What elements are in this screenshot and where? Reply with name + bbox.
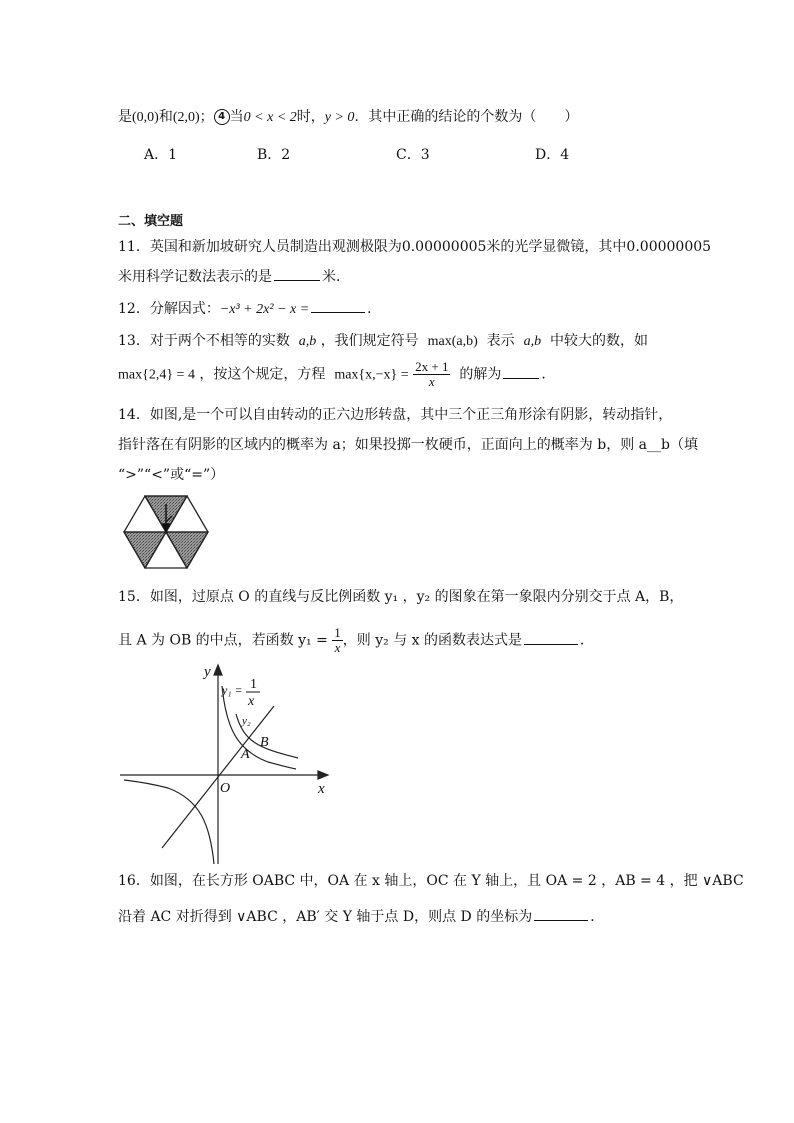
- option-c[interactable]: C．3: [396, 147, 430, 163]
- q15-text-b: ，则 y₂ 与 x 的函数表达式是: [342, 632, 523, 649]
- q16-text: 沿着 AC 对折得到 ∨ABC ，AB′ 交 Y 轴于点 D，则点 D 的坐标为: [118, 909, 533, 925]
- q10-point-2: (2,0): [172, 110, 200, 125]
- q10-tail: [118, 106, 578, 129]
- q14-line2: 指针落在有阴影的区域内的概率为 a；如果投掷一枚硬币，正面向上的概率为 b，则 a__b（填: [118, 437, 698, 453]
- q12-answer-blank[interactable]: [311, 298, 365, 313]
- q13-text-b: ，我们规定符号: [320, 333, 419, 349]
- q15-frac-numerator: 1: [334, 625, 341, 640]
- q11-text: 米用科学记数法表示的是: [118, 269, 272, 285]
- q12-end: ．: [367, 301, 382, 317]
- y-axis-label: y: [204, 664, 211, 680]
- q16-end: ．: [590, 909, 605, 925]
- q10-text-d: 时，: [296, 109, 325, 125]
- q13-vars: a,b: [298, 334, 317, 349]
- y1-denominator: x: [248, 694, 255, 709]
- q10-y-condition: y > 0: [324, 110, 355, 125]
- q13-fraction: [413, 360, 450, 389]
- q10-text-c: 当: [229, 109, 244, 125]
- q11-answer-blank[interactable]: [274, 266, 320, 281]
- q13-line1: [118, 330, 648, 353]
- q15-end: ．: [580, 632, 595, 649]
- curve-y1-q3: [124, 780, 214, 864]
- q15-text-a: 且 A 为 OB 的中点，若函数 y₁ =: [118, 632, 328, 649]
- q16-line1: 16．如图，在长方形 OABC 中，OA 在 x 轴上，OC 在 Y 轴上，且 OA = 2 ，AB = 4 ，把 ∨ABC: [118, 873, 744, 889]
- q13-max-symbol: max(a,b): [427, 334, 478, 349]
- q10-point-1: (0,0): [132, 110, 159, 125]
- point-b-label: B: [260, 735, 269, 750]
- origin-label: O: [220, 781, 231, 796]
- option-d[interactable]: D．4: [535, 147, 570, 163]
- q10-sep: ；: [199, 109, 214, 125]
- q15-answer-blank[interactable]: [524, 630, 578, 645]
- q13-equation: max{x,−x} =: [334, 367, 409, 383]
- curve-y1-q1: [222, 686, 296, 769]
- x-axis-label: x: [318, 781, 325, 797]
- q13-example: max{2,4} = 4: [118, 367, 195, 383]
- q16-answer-blank[interactable]: [534, 906, 588, 921]
- q13-text-a: 13．对于两个不相等的实数: [118, 333, 290, 349]
- q13-end: ．: [541, 366, 556, 383]
- y2-label: y₂: [242, 715, 251, 727]
- q12-expression: −x³ + 2x² − x =: [219, 302, 310, 317]
- q15-frac-denominator: x: [334, 640, 341, 655]
- y-axis-arrow: [214, 665, 222, 675]
- q14-line1: 14．如图,是一个可以自由转动的正六边形转盘，其中三个正三角形涂有阴影，转动指针，: [118, 407, 673, 423]
- q12-line: [118, 298, 381, 321]
- hexagon-spinner-figure: [118, 494, 214, 570]
- y1-numerator: 1: [250, 677, 257, 692]
- q10-text-a: 是: [118, 109, 132, 125]
- point-a-label: A: [241, 747, 250, 762]
- q15-line2: [118, 626, 594, 655]
- option-b[interactable]: B．2: [257, 147, 291, 163]
- circled-number-marker: 4: [214, 109, 230, 125]
- q11-line2: [118, 266, 350, 288]
- q13-vars-2: a,b: [523, 334, 542, 349]
- q15-fraction: [332, 626, 343, 655]
- q13-text-e: ，按这个规定，方程: [199, 366, 326, 383]
- section-title: 二、填空题: [118, 214, 184, 229]
- q12-text: 12．分解因式：: [118, 301, 220, 317]
- y1-label: y₁ =: [222, 683, 243, 697]
- q15-line1: 15．如图，过原点 O 的直线与反比例函数 y₁ ，y₂ 的图象在第一象限内分别交于点 A，B，: [118, 589, 684, 605]
- q13-frac-numerator: 2x + 1: [415, 359, 449, 374]
- q13-text-c: 表示: [486, 333, 515, 349]
- q16-line2: [118, 906, 604, 928]
- q10-text-b: 和: [158, 109, 173, 125]
- q13-text-d: 中较大的数，如: [549, 333, 648, 349]
- shaded-triangle-right: [166, 532, 208, 568]
- q11-line1: 11．英国和新加坡研究人员制造出观测极限为0.00000005米的光学显微镜，其中0.00000005: [118, 239, 712, 255]
- q14-line3: “>”“<”或“=”）: [118, 467, 225, 483]
- q11-unit: 米．: [322, 269, 350, 285]
- shaded-triangle-left: [124, 532, 166, 568]
- q13-frac-denominator: x: [428, 374, 435, 389]
- q10-condition: 0 < x < 2: [243, 110, 297, 125]
- x-axis-arrow: [318, 771, 328, 779]
- q13-text-f: 的解为: [459, 366, 502, 383]
- option-a[interactable]: A．1: [144, 147, 178, 163]
- q13-answer-blank[interactable]: [503, 364, 539, 379]
- q10-text-e: ．其中正确的结论的个数为（ ）: [354, 109, 579, 125]
- q13-line2: [118, 360, 555, 389]
- function-graph-figure: [118, 658, 338, 864]
